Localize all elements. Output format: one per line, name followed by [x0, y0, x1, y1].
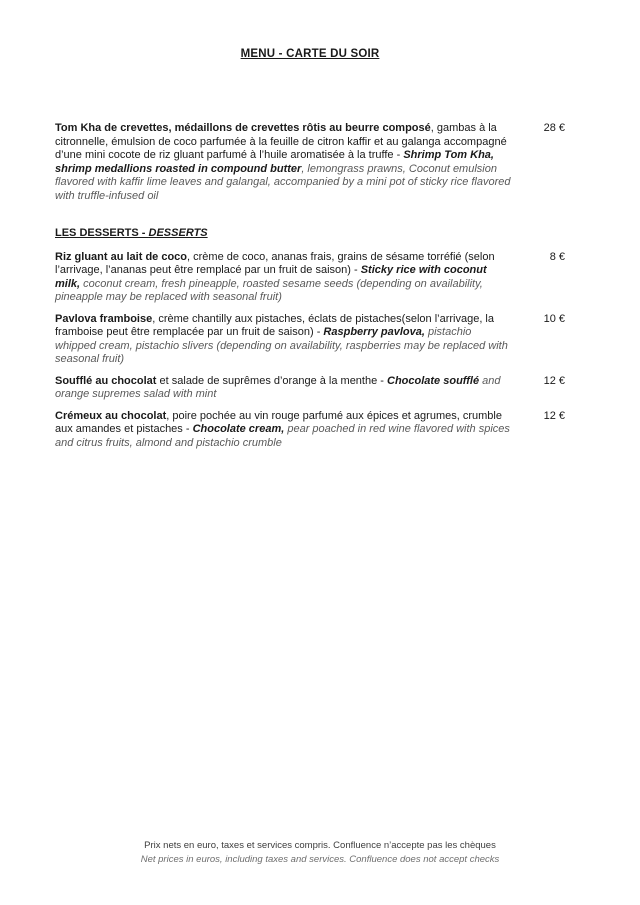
menu-item-description: [55, 410, 513, 451]
footer-note-en: Net prices in euros, including taxes and services. Confluence does not accept checks: [140, 854, 500, 865]
item-name-en: Sticky rice with coconut milk,: [55, 264, 487, 290]
item-desc-fr: , gambas à la citronnelle, émulsion de coco parfumée à la feuille de citron kaffir et au galanga accompagné d’une mini cocote de riz gluant parfumé à l’huile aromatisée à la truffe -: [55, 122, 507, 161]
item-name-fr: Tom Kha de crevettes, médaillons de crevettes rôtis au beurre composé: [55, 122, 431, 134]
menu-item-description: [55, 122, 513, 203]
item-name-en: Raspberry pavlova,: [323, 326, 425, 338]
item-name-fr: Riz gluant au lait de coco: [55, 250, 188, 263]
menu-item-price: 8 €: [549, 250, 565, 263]
menu-item-riz-gluant: [55, 251, 565, 305]
section-header-desserts: [55, 227, 565, 241]
item-desc-en: pistachio whipped cream, pistachio slivers (depending on availability, raspberries may be replaced with seasonal fruit): [55, 326, 508, 365]
menu-item-price: 12 €: [543, 374, 565, 387]
menu-item-description: [55, 251, 513, 305]
item-desc-en: pear poached in red wine flavored with spices and citrus fruits, almond and pistachio crumble: [55, 423, 510, 449]
page-title: MENU - CARTE DU SOIR: [240, 48, 380, 60]
menu-item-pavlova: [55, 313, 565, 367]
title-wrap: [0, 0, 640, 62]
section-header-fr: LES DESSERTS -: [55, 227, 149, 239]
menu-content: [0, 122, 640, 450]
item-desc-en: coconut cream, fresh pineapple, roasted sesame seeds (depending on availability, pineapple may be replaced with seasonal fruit): [55, 277, 483, 303]
menu-item-price: 12 €: [543, 409, 565, 422]
item-name-fr: Pavlova framboise: [55, 312, 153, 325]
menu-item-description: [55, 313, 513, 367]
menu-item-price: 10 €: [543, 312, 565, 325]
menu-item-souffle: [55, 375, 565, 402]
footer-note-fr: Prix nets en euro, taxes et services compris. Confluence n’accepte pas les chèques: [144, 840, 496, 851]
item-desc-en: and orange supremes salad with mint: [55, 374, 501, 400]
item-desc-fr: , crème de coco, ananas frais, grains de sésame torréfié (selon l’arrivage, l’ananas peut être remplacé par un fruit de saison) -: [55, 250, 495, 276]
menu-item-cremeux: [55, 410, 565, 451]
section-header-text: [55, 227, 208, 239]
section-header-en: DESSERTS: [148, 227, 208, 239]
menu-item-tom-kha: [55, 122, 565, 203]
item-desc-fr: et salade de suprêmes d’orange à la menthe -: [156, 374, 387, 387]
menu-item-price: 28 €: [543, 122, 565, 134]
footer-notes: [0, 839, 640, 867]
item-name-en: Chocolate soufflé: [387, 374, 480, 387]
item-desc-en: , lemongrass prawns, Coconut emulsion flavored with kaffir lime leaves and galangal, accompanied by a mini pot of sticky rice flavored with truffle-infused oil: [55, 162, 511, 202]
menu-item-description: [55, 375, 513, 402]
item-name-fr: Crémeux au chocolat: [55, 409, 167, 422]
item-name-en: Chocolate cream,: [192, 423, 285, 435]
item-name-en: Shrimp Tom Kha, shrimp medallions roasted in compound butter: [55, 149, 494, 175]
item-desc-fr: , crème chantilly aux pistaches, éclats de pistaches(selon l’arrivage, la framboise peut être remplacée par un fruit de saison) -: [55, 312, 494, 338]
item-desc-fr: , poire pochée au vin rouge parfumé aux épices et agrumes, crumble aux amandes et pistaches -: [55, 409, 502, 435]
item-name-fr: Soufflé au chocolat: [55, 374, 157, 387]
